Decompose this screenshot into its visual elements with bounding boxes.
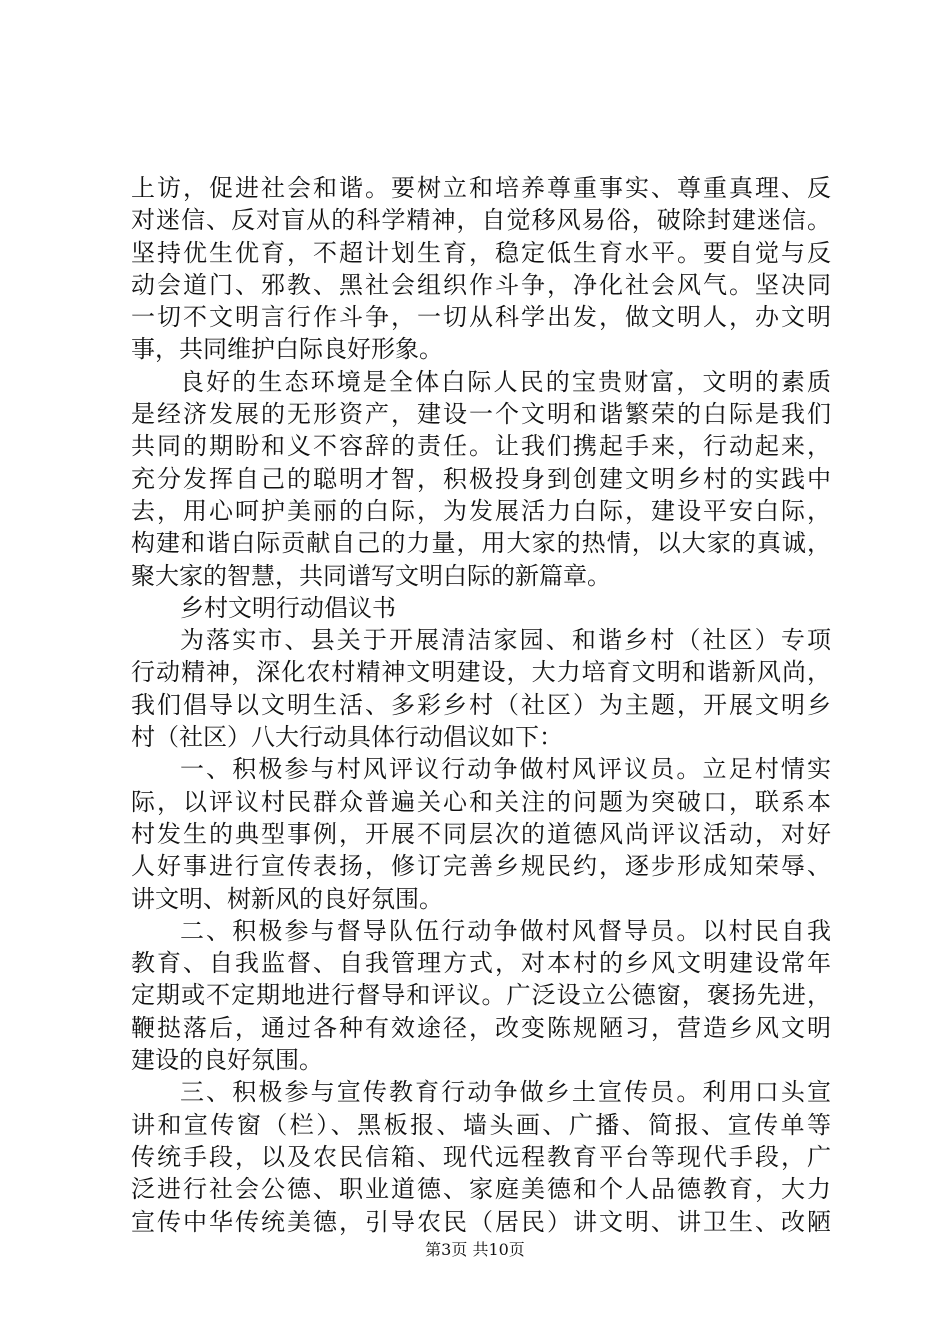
page-footer [0,1240,950,1260]
text-line: 乡村文明行动倡议书 [180,593,396,622]
text-line: 为落实市、县关于开展清洁家园、和谐乡村（社区）专项 [180,626,831,655]
text-line: 动会道门、邪教、黑社会组织作斗争，净化社会风气。坚决同 [131,270,831,299]
text-line: 聚大家的智慧，共同谱写文明白际的新篇章。 [131,561,611,590]
paragraph [131,915,831,1076]
text-line: 定期或不定期地进行督导和评议。广泛设立公德窗，褒扬先进， [131,981,831,1010]
text-line: 二、积极参与督导队伍行动争做村风督导员。以村民自我 [180,916,831,945]
text-line: 一、积极参与村风评议行动争做村风评议员。立足村情实 [180,755,831,784]
text-line: 行动精神，深化农村精神文明建设，大力培育文明和谐新风尚， [131,658,831,687]
paragraph [131,753,831,914]
paragraph [131,366,831,592]
paragraph [131,172,831,366]
text-line: 泛进行社会公德、职业道德、家庭美德和个人品德教育，大力 [131,1175,831,1204]
text-line: 人好事进行宣传表扬，修订完善乡规民约，逐步形成知荣辱、 [131,852,831,881]
text-line: 一切不文明言行作斗争，一切从科学出发，做文明人，办文明 [131,303,831,332]
text-line: 充分发挥自己的聪明才智，积极投身到创建文明乡村的实践中 [131,464,831,493]
paragraph [131,624,831,753]
text-line: 村（社区）八大行动具体行动倡议如下： [131,723,563,752]
text-line: 宣传中华传统美德，引导农民（居民）讲文明、讲卫生、改陋 [131,1207,831,1236]
text-line: 去，用心呵护美丽的白际，为发展活力白际，建设平安白际， [131,496,831,525]
text-line: 建设的良好氛围。 [131,1046,323,1075]
document-body [131,172,831,1238]
text-line: 构建和谐白际贡献自己的力量，用大家的热情，以大家的真诚， [131,529,831,558]
text-line: 三、积极参与宣传教育行动争做乡土宣传员。利用口头宣 [180,1078,831,1107]
text-line: 讲和宣传窗（栏）、黑板报、墙头画、广播、简报、宣传单等 [131,1110,831,1139]
text-line: 上访，促进社会和谐。要树立和培养尊重事实、尊重真理、反 [131,174,831,202]
paragraph [131,1076,831,1237]
text-line: 良好的生态环境是全体白际人民的宝贵财富，文明的素质 [180,367,831,396]
text-line: 我们倡导以文明生活、多彩乡村（社区）为主题，开展文明乡 [131,690,831,719]
text-line: 坚持优生优育，不超计划生育，稳定低生育水平。要自觉与反 [131,238,831,267]
text-line: 共同的期盼和义不容辞的责任。让我们携起手来，行动起来， [131,432,831,461]
text-line: 对迷信、反对盲从的科学精神，自觉移风易俗，破除封建迷信。 [131,206,831,235]
text-line: 鞭挞落后，通过各种有效途径，改变陈规陋习，营造乡风文明 [131,1013,831,1042]
text-line: 是经济发展的无形资产，建设一个文明和谐繁荣的白际是我们 [131,400,831,429]
text-line: 讲文明、树新风的良好氛围。 [131,884,443,913]
text-line: 传统手段，以及农民信箱、现代远程教育平台等现代手段，广 [131,1142,831,1171]
text-line: 际，以评议村民群众普遍关心和关注的问题为突破口，联系本 [131,787,831,816]
paragraph [131,592,831,624]
text-line: 村发生的典型事例，开展不同层次的道德风尚评议活动，对好 [131,819,831,848]
text-line: 教育、自我监督、自我管理方式，对本村的乡风文明建设常年 [131,949,831,978]
page-number-label: 第3页 共10页 [425,1240,525,1259]
text-line: 事，共同维护白际良好形象。 [131,335,443,364]
